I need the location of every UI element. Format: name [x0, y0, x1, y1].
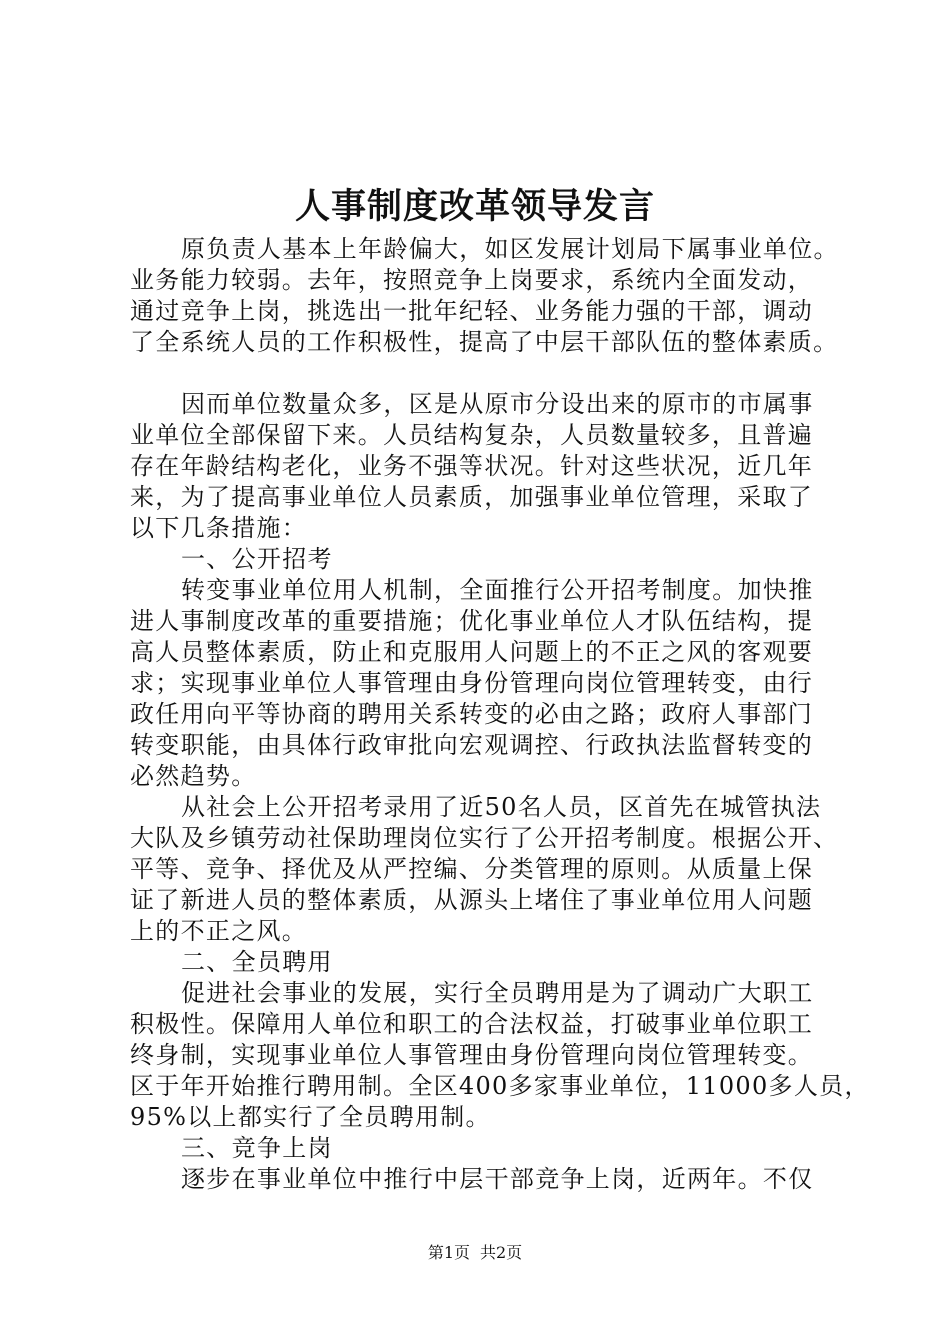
text-line: 大队及乡镇劳动社保助理岗位实行了公开招考制度。根据公开、 — [130, 824, 839, 852]
text-line: 逐步在事业单位中推行中层干部竞争上岗，近两年。不仅 — [181, 1165, 814, 1193]
text-line: 业单位全部保留下来。人员结构复杂，人员数量较多，且普遍 — [130, 421, 814, 449]
document-title: 人事制度改革领导发言 — [294, 186, 655, 227]
text-line: 业务能力较弱。去年，按照竞争上岗要求，系统内全面发动， — [130, 266, 814, 294]
text-line: 积极性。保障用人单位和职工的合法权益，打破事业单位职工 — [130, 1010, 814, 1038]
text-line: 上的不正之风。 — [130, 917, 308, 945]
text-line: 转变职能，由具体行政审批向宏观调控、行政执法监督转变的 — [130, 731, 814, 759]
text-line: 求；实现事业单位人事管理由身份管理向岗位管理转变，由行 — [130, 669, 814, 697]
section-heading: 一、公开招考 — [181, 545, 333, 573]
text-line: 必然趋势。 — [130, 762, 257, 790]
text-line: 政任用向平等协商的聘用关系转变的必由之路；政府人事部门 — [130, 700, 814, 728]
text-line: 进人事制度改革的重要措施；优化事业单位人才队伍结构，提 — [130, 607, 814, 635]
page-number: 第1页 — [427, 1243, 470, 1262]
document-body — [130, 234, 870, 1195]
text-line: 高人员整体素质，防止和克服用人问题上的不正之风的客观要 — [130, 638, 814, 666]
text-line: 从社会上公开招考录用了近50名人员，区首先在城管执法 — [181, 793, 822, 821]
text-line: 证了新进人员的整体素质，从源头上堵住了事业单位用人问题 — [130, 886, 814, 914]
text-line: 95%以上都实行了全员聘用制。 — [130, 1103, 491, 1131]
section-heading: 三、竞争上岗 — [181, 1134, 333, 1162]
page-total: 共2页 — [480, 1243, 523, 1262]
text-line: 终身制，实现事业单位人事管理由身份管理向岗位管理转变。 — [130, 1041, 814, 1069]
text-line: 促进社会事业的发展，实行全员聘用是为了调动广大职工 — [181, 979, 814, 1007]
page-footer — [0, 1241, 950, 1265]
text-line: 平等、竞争、择优及从严控编、分类管理的原则。从质量上保 — [130, 855, 814, 883]
text-line: 原负责人基本上年龄偏大，如区发展计划局下属事业单位。 — [181, 235, 839, 263]
section-heading: 二、全员聘用 — [181, 948, 333, 976]
text-line: 以下几条措施： — [130, 514, 308, 542]
paragraph-gap — [130, 358, 842, 389]
text-line: 转变事业单位用人机制，全面推行公开招考制度。加快推 — [181, 576, 814, 604]
text-line: 了全系统人员的工作积极性，提高了中层干部队伍的整体素质。 — [130, 328, 839, 356]
text-line: 因而单位数量众多，区是从原市分设出来的原市的市属事 — [181, 390, 814, 418]
text-line: 来，为了提高事业单位人员素质，加强事业单位管理，采取了 — [130, 483, 814, 511]
text-line: 区于年开始推行聘用制。全区400多家事业单位，11000多人员， — [130, 1072, 870, 1100]
text-line: 存在年龄结构老化，业务不强等状况。针对这些状况，近几年 — [130, 452, 814, 480]
text-line: 通过竞争上岗，挑选出一批年纪轻、业务能力强的干部，调动 — [130, 297, 814, 325]
